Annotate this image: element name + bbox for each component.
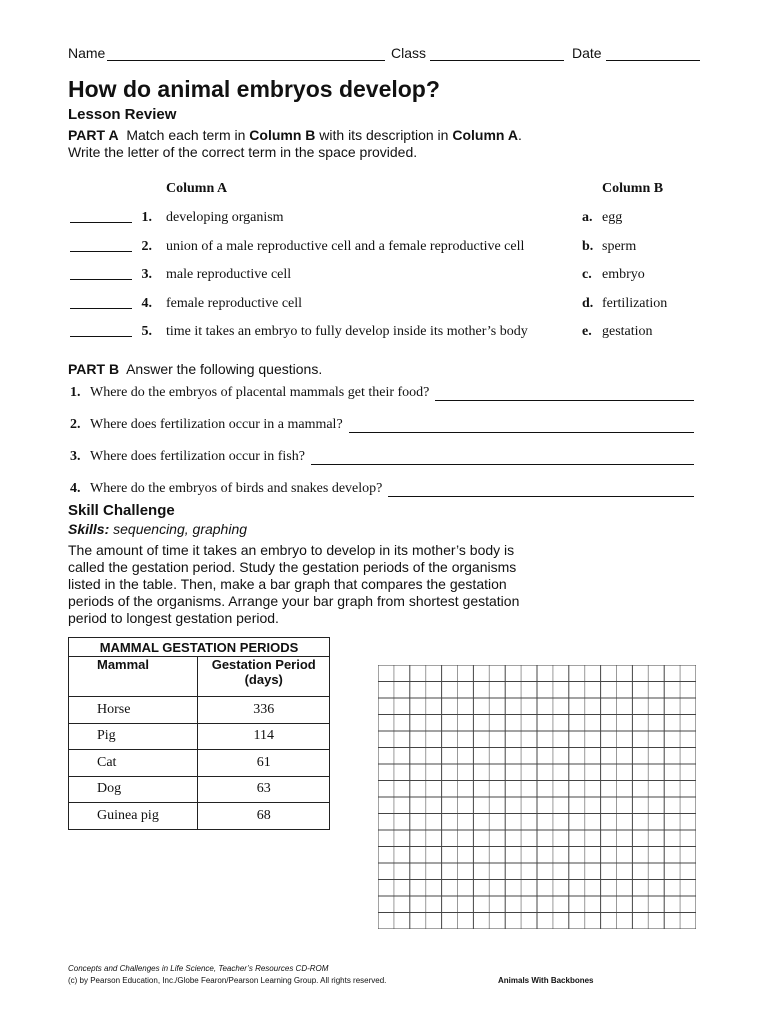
question bbox=[70, 413, 694, 433]
skill-challenge-heading: Skill Challenge bbox=[68, 502, 175, 519]
item-description: time it takes an embryo to fully develop inside its mother’s body bbox=[166, 324, 528, 339]
answer-blank[interactable] bbox=[70, 279, 132, 280]
match-item bbox=[70, 210, 690, 230]
footer-copyright: (c) by Pearson Education, Inc./Globe Fearon/Pearson Learning Group. All rights reserved. bbox=[68, 976, 387, 985]
item-number: 4. bbox=[141, 295, 152, 311]
question-number: 4. bbox=[70, 481, 81, 496]
question bbox=[70, 477, 694, 497]
item-number: 5. bbox=[141, 324, 152, 339]
mammal-cell: Cat bbox=[69, 750, 198, 777]
col-b-ref: Column B bbox=[249, 127, 316, 143]
column-a-heading: Column A bbox=[166, 181, 228, 196]
term: embryo bbox=[602, 267, 645, 282]
item-number: 2. bbox=[141, 238, 152, 254]
graph-grid[interactable] bbox=[378, 665, 696, 929]
table-row bbox=[69, 776, 330, 803]
term-letter: d. bbox=[582, 295, 594, 311]
col-header-gestation: Gestation Period (days) bbox=[198, 657, 330, 697]
question-text: Where do the embryos of birds and snakes develop? bbox=[90, 481, 383, 496]
question-text: Where does fertilization occur in fish? bbox=[90, 449, 305, 464]
term: egg bbox=[602, 210, 623, 225]
instr-text: with its description in bbox=[315, 127, 453, 143]
item-description: male reproductive cell bbox=[166, 267, 292, 282]
question bbox=[70, 381, 694, 401]
answer-line[interactable] bbox=[388, 484, 694, 497]
part-a-label: PART A bbox=[68, 127, 119, 143]
question-number: 1. bbox=[70, 385, 81, 400]
date-field[interactable] bbox=[606, 60, 700, 61]
answer-blank[interactable] bbox=[70, 308, 132, 309]
days-cell: 61 bbox=[198, 750, 330, 777]
class-label: Class bbox=[391, 45, 427, 61]
match-item bbox=[70, 239, 690, 259]
mammal-cell: Guinea pig bbox=[69, 803, 198, 830]
days-cell: 336 bbox=[198, 697, 330, 724]
instr-text: . Write the letter of the correct term in the space provided. bbox=[68, 127, 522, 160]
footer-source: Concepts and Challenges in Life Science, Teacher’s Resources CD-ROM bbox=[68, 964, 329, 973]
term-letter: a. bbox=[582, 210, 593, 225]
skill-text: The amount of time it takes an embryo to develop in its mother’s body is called the gestation period. Study the gestation periods of the organisms listed in the table. Then, make a bar graph that compares the gestation periods of the organisms. Arrange your bar graph from shortest gestation period to longest gestation period. bbox=[68, 542, 520, 626]
table-title: MAMMAL GESTATION PERIODS bbox=[69, 638, 330, 657]
item-description: developing organism bbox=[166, 210, 284, 225]
part-b-instructions bbox=[68, 361, 322, 378]
table-row bbox=[69, 697, 330, 724]
match-item bbox=[70, 296, 690, 316]
term: fertilization bbox=[602, 295, 668, 311]
page-title: How do animal embryos develop? bbox=[68, 76, 440, 102]
name-label: Name bbox=[68, 45, 106, 61]
answer-blank[interactable] bbox=[70, 336, 132, 337]
days-cell: 114 bbox=[198, 723, 330, 750]
answer-line[interactable] bbox=[435, 388, 694, 401]
term-letter: b. bbox=[582, 238, 594, 254]
item-description: female reproductive cell bbox=[166, 295, 303, 311]
table-row bbox=[69, 750, 330, 777]
mammal-cell: Dog bbox=[69, 776, 198, 803]
question-text: Where does fertilization occur in a mammal? bbox=[90, 417, 343, 432]
skills-label: Skills: bbox=[68, 521, 110, 537]
gestation-table bbox=[68, 637, 330, 830]
term-letter: c. bbox=[582, 267, 592, 282]
days-cell: 68 bbox=[198, 803, 330, 830]
answer-blank[interactable] bbox=[70, 222, 132, 223]
answer-line[interactable] bbox=[311, 452, 694, 465]
table-row bbox=[69, 723, 330, 750]
item-description: union of a male reproductive cell and a female reproductive cell bbox=[166, 238, 525, 254]
instr-text: Answer the following questions. bbox=[126, 361, 323, 377]
item-number: 3. bbox=[141, 267, 152, 282]
skills-text: sequencing, graphing bbox=[109, 521, 248, 537]
question bbox=[70, 445, 694, 465]
name-field[interactable] bbox=[107, 60, 385, 61]
term: gestation bbox=[602, 324, 653, 339]
col-header-mammal: Mammal bbox=[69, 657, 198, 697]
term-letter: e. bbox=[582, 324, 592, 339]
skills-line bbox=[68, 521, 247, 537]
answer-blank[interactable] bbox=[70, 251, 132, 252]
term: sperm bbox=[602, 238, 637, 254]
col-a-ref: Column A bbox=[452, 127, 518, 143]
footer-unit: Animals With Backbones bbox=[498, 976, 594, 985]
instr-text: Match each term in bbox=[126, 127, 250, 143]
date-label: Date bbox=[572, 45, 602, 61]
mammal-cell: Pig bbox=[69, 723, 198, 750]
match-item bbox=[70, 267, 690, 287]
answer-line[interactable] bbox=[349, 420, 694, 433]
lesson-review-heading: Lesson Review bbox=[68, 106, 177, 123]
class-field[interactable] bbox=[430, 60, 564, 61]
column-b-heading: Column B bbox=[602, 181, 664, 196]
question-number: 2. bbox=[70, 417, 81, 432]
item-number: 1. bbox=[141, 210, 152, 225]
days-cell: 63 bbox=[198, 776, 330, 803]
part-b-label: PART B bbox=[68, 361, 120, 377]
mammal-cell: Horse bbox=[69, 697, 198, 724]
match-item bbox=[70, 324, 690, 344]
question-text: Where do the embryos of placental mammals get their food? bbox=[90, 385, 430, 400]
part-a-instructions bbox=[68, 127, 548, 161]
question-number: 3. bbox=[70, 449, 81, 464]
table-row bbox=[69, 803, 330, 830]
